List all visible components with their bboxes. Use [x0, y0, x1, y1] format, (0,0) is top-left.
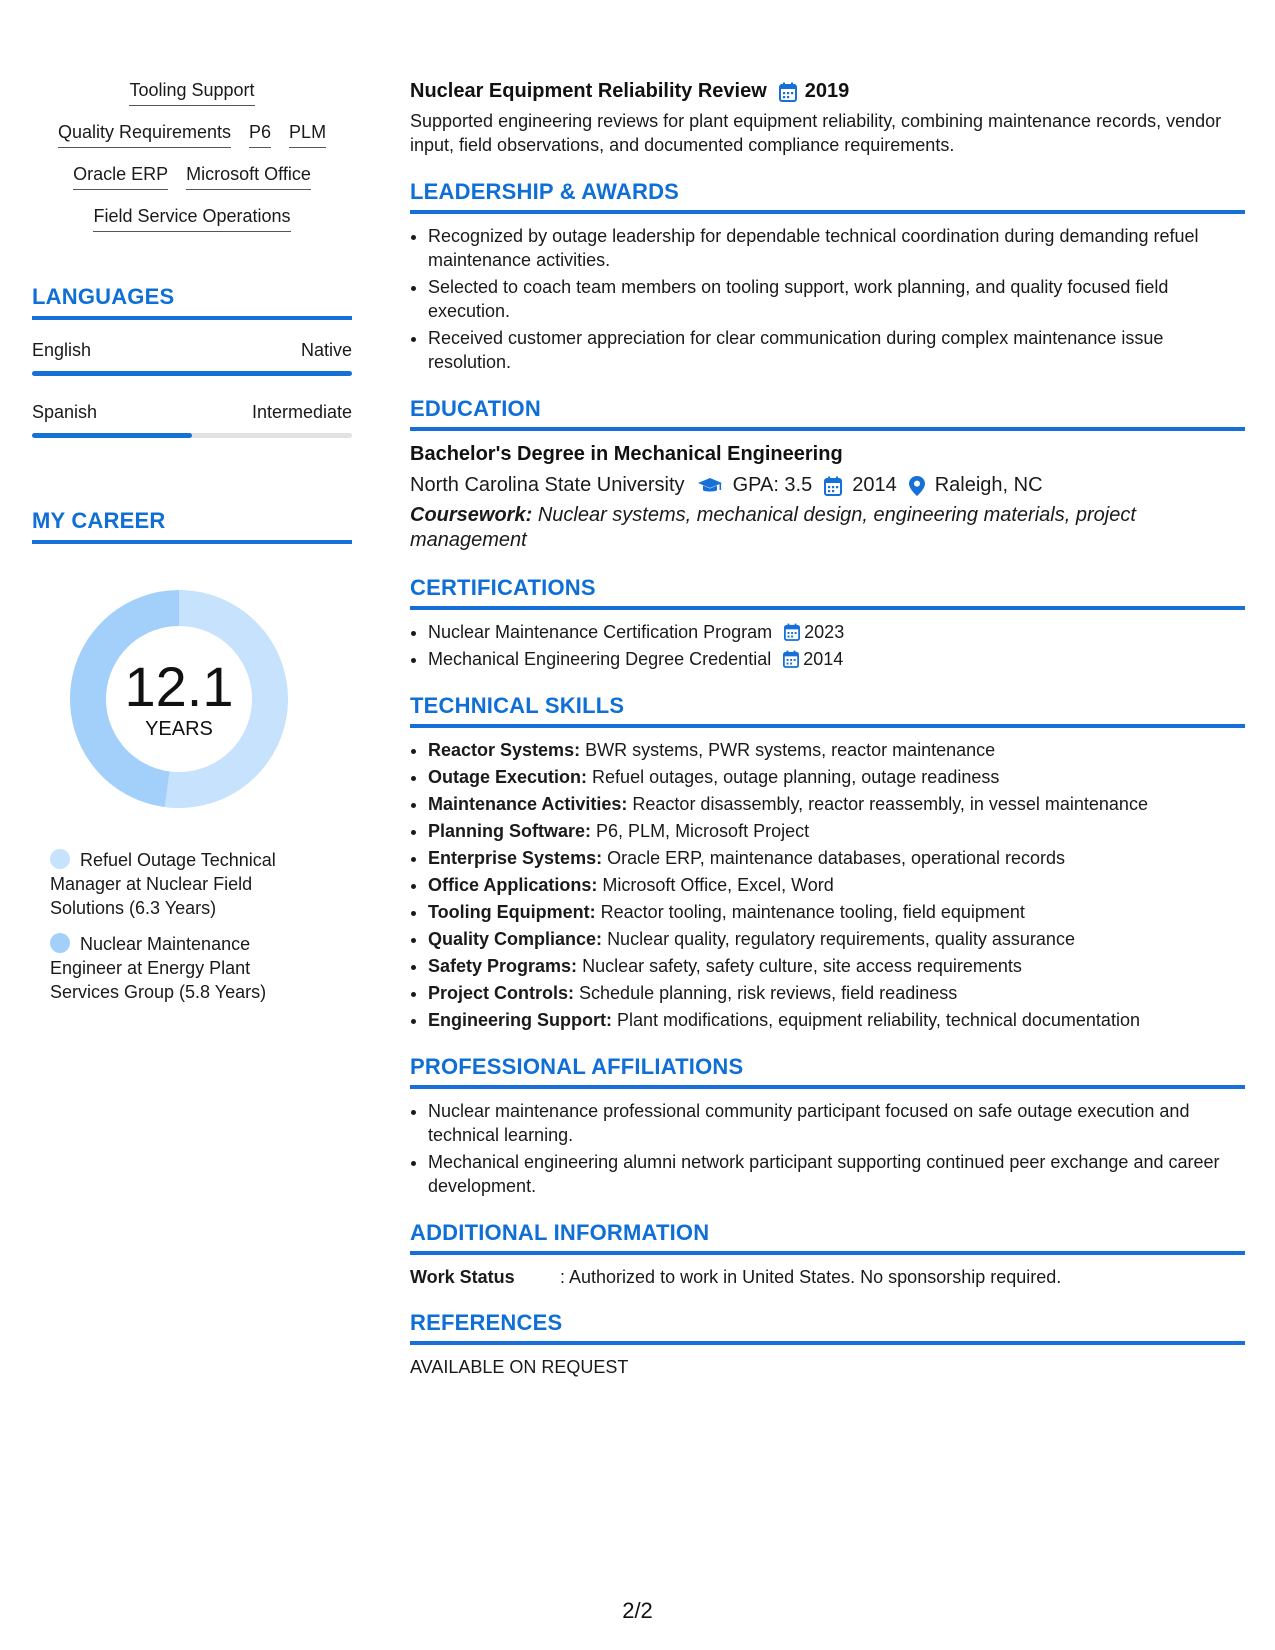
certifications-list: [410, 620, 1245, 671]
language-level: Intermediate: [251, 402, 352, 422]
career-years-unit: YEARS: [145, 717, 213, 740]
skill-category-label: Outage Execution:: [428, 767, 588, 787]
list-item: [428, 792, 1245, 816]
legend-dot: [50, 933, 70, 953]
list-item: [428, 846, 1245, 870]
language-item: [32, 402, 352, 438]
skill-category-label: Reactor Systems:: [428, 740, 581, 760]
list-item: [428, 981, 1245, 1005]
certification-year: 2014: [803, 649, 844, 669]
skill-category-label: Engineering Support:: [428, 1010, 612, 1030]
project-entry: [410, 80, 1245, 157]
languages-heading: LANGUAGES: [32, 284, 352, 320]
project-title: Nuclear Equipment Reliability Review: [410, 80, 767, 102]
skill-category-value: Nuclear safety, safety culture, site access requirements: [582, 956, 1022, 976]
calendar-icon: [824, 476, 842, 496]
list-item: • Mechanical engineering alumni network participant supporting continued peer exchange and career development.: [428, 1150, 1245, 1198]
list-item: [428, 900, 1245, 924]
list-item: [428, 765, 1245, 789]
coursework: [410, 503, 1245, 553]
references-heading: REFERENCES: [410, 1310, 1245, 1345]
list-item: [428, 647, 1245, 671]
skill-category-value: Nuclear quality, regulatory requirements, quality assurance: [607, 929, 1075, 949]
skill-tag-row: [32, 206, 352, 232]
skill-tags: [32, 80, 352, 232]
certifications-heading: CERTIFICATIONS: [410, 575, 1245, 610]
language-level-bar: [32, 371, 352, 376]
list-item: [428, 819, 1245, 843]
affiliations-list: [410, 1099, 1245, 1198]
legend-label: Nuclear Maintenance Engineer at Energy Plant Services Group (5.8 Years): [50, 934, 267, 1002]
skill-tag: Microsoft Office: [186, 164, 311, 190]
skill-category-value: Reactor disassembly, reactor reassembly, in vessel maintenance: [632, 794, 1148, 814]
work-status-row: [410, 1267, 1245, 1288]
skill-category-label: Planning Software:: [428, 821, 592, 841]
career-heading: MY CAREER: [32, 508, 352, 544]
language-item: [32, 340, 352, 376]
left-column: [32, 80, 352, 1016]
graduation-cap-icon: [697, 477, 723, 495]
skill-tag: Quality Requirements: [58, 122, 231, 148]
language-name: English: [32, 340, 92, 360]
affiliations-heading: PROFESSIONAL AFFILIATIONS: [410, 1054, 1245, 1089]
coursework-text: Nuclear systems, mechanical design, engineering materials, project management: [410, 504, 1136, 551]
skill-category-label: Enterprise Systems:: [428, 848, 603, 868]
skill-category-value: Plant modifications, equipment reliability, technical documentation: [617, 1010, 1140, 1030]
graduation-year: 2014: [852, 474, 897, 496]
career-legend-item: [50, 848, 310, 920]
degree-title: Bachelor's Degree in Mechanical Engineering: [410, 443, 843, 465]
list-item: [428, 954, 1245, 978]
right-column: [410, 80, 1245, 1378]
skill-tag: PLM: [289, 122, 326, 148]
technical-skills-heading: TECHNICAL SKILLS: [410, 693, 1245, 728]
languages-section: [32, 284, 352, 438]
calendar-icon: [784, 623, 800, 641]
career-total-years: 12.1: [124, 654, 234, 718]
coursework-label: Coursework:: [410, 504, 533, 526]
skill-tag: Oracle ERP: [73, 164, 168, 190]
skill-category-value: Oracle ERP, maintenance databases, operational records: [607, 848, 1066, 868]
education-details: [410, 474, 1245, 497]
education-heading: EDUCATION: [410, 396, 1245, 431]
school-location: Raleigh, NC: [934, 474, 1043, 496]
skill-category-value: P6, PLM, Microsoft Project: [596, 821, 810, 841]
skill-category-value: Refuel outages, outage planning, outage readiness: [592, 767, 1000, 787]
project-description: Supported engineering reviews for plant equipment reliability, combining maintenance records, vendor input, field observations, and documented compliance requirements.: [410, 111, 1222, 155]
school-name: North Carolina State University: [410, 474, 685, 496]
career-donut-chart: [66, 586, 292, 812]
page-number: 2/2: [622, 1598, 653, 1623]
skill-category-label: Tooling Equipment:: [428, 902, 596, 922]
language-level-bar: [32, 433, 352, 438]
list-item: [428, 738, 1245, 762]
skill-tag: Tooling Support: [129, 80, 254, 106]
certification-name: • Nuclear Maintenance Certification Program: [428, 622, 773, 642]
calendar-icon: [779, 82, 797, 102]
language-level-fill: [32, 433, 192, 438]
certification-year: 2023: [804, 622, 845, 642]
calendar-icon: [783, 650, 799, 668]
skill-tag-row: [32, 122, 352, 148]
skill-tag-row: [32, 164, 352, 190]
list-item: [428, 1008, 1245, 1032]
skill-category-label: Safety Programs:: [428, 956, 578, 976]
list-item: [428, 873, 1245, 897]
skill-tag: Field Service Operations: [93, 206, 290, 232]
list-item: • Recognized by outage leadership for dependable technical coordination during demanding refuel maintenance activities.: [428, 224, 1245, 272]
legend-dot: [50, 849, 70, 869]
skill-tag-row: [32, 80, 352, 106]
additional-info-heading: ADDITIONAL INFORMATION: [410, 1220, 1245, 1255]
language-level-fill: [32, 371, 352, 376]
career-legend: [50, 848, 310, 1004]
skill-category-value: Microsoft Office, Excel, Word: [602, 875, 834, 895]
references-text: AVAILABLE ON REQUEST: [410, 1357, 629, 1377]
work-status-label: Work Status: [410, 1267, 515, 1287]
list-item: • Received customer appreciation for clear communication during complex maintenance issue resolution.: [428, 326, 1245, 374]
career-legend-item: [50, 932, 310, 1004]
skill-category-label: Project Controls:: [428, 983, 575, 1003]
skill-category-label: Office Applications:: [428, 875, 598, 895]
certification-name: • Mechanical Engineering Degree Credential: [428, 649, 772, 669]
language-name: Spanish: [32, 402, 98, 422]
list-item: • Nuclear maintenance professional community participant focused on safe outage execution and technical learning.: [428, 1099, 1245, 1147]
skill-category-label: Maintenance Activities:: [428, 794, 628, 814]
skill-tag: P6: [249, 122, 271, 148]
leadership-heading: LEADERSHIP & AWARDS: [410, 179, 1245, 214]
list-item: • Selected to coach team members on tooling support, work planning, and quality focused field execution.: [428, 275, 1245, 323]
list-item: [428, 620, 1245, 644]
legend-label: Refuel Outage Technical Manager at Nuclear Field Solutions (6.3 Years): [50, 850, 276, 918]
location-pin-icon: [909, 476, 925, 496]
skill-category-label: Quality Compliance:: [428, 929, 603, 949]
career-section: [32, 508, 352, 1004]
skill-category-value: Schedule planning, risk reviews, field readiness: [579, 983, 958, 1003]
language-level: Native: [300, 340, 352, 360]
technical-skills-list: [410, 738, 1245, 1032]
leadership-list: [410, 224, 1245, 374]
gpa: GPA: 3.5: [732, 474, 813, 496]
skill-category-value: Reactor tooling, maintenance tooling, field equipment: [600, 902, 1025, 922]
work-status-value: : Authorized to work in United States. No sponsorship required.: [560, 1267, 1062, 1287]
skill-category-value: BWR systems, PWR systems, reactor maintenance: [585, 740, 996, 760]
project-year: 2019: [804, 80, 850, 102]
list-item: [428, 927, 1245, 951]
